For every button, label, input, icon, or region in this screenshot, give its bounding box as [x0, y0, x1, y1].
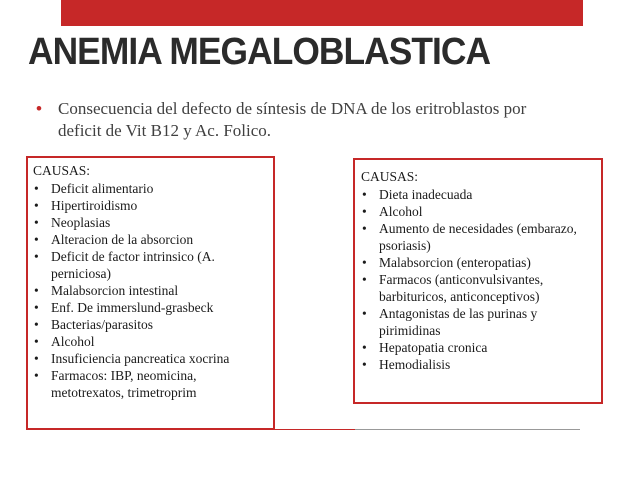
causes-list-right [361, 186, 597, 373]
list-item: • Hepatopatia cronica [362, 340, 488, 355]
list-item: • Hipertiroidismo [34, 198, 138, 213]
divider-line-mid [273, 429, 355, 430]
list-item: • Aumento de necesidades (embarazo, psoriasis) [362, 221, 577, 253]
bullet-icon: • [36, 99, 42, 118]
list-item: • Malabsorcion (enteropatias) [362, 255, 531, 270]
slide-title: ANEMIA MEGALOBLASTICA [28, 31, 491, 73]
list-item: • Alcohol [362, 204, 423, 219]
list-item: • Malabsorcion intestinal [34, 283, 179, 298]
list-item: • Bacterias/parasitos [34, 317, 153, 332]
causes-heading-right: CAUSAS: [361, 169, 419, 184]
list-item: • Hemodialisis [362, 357, 451, 372]
causes-list-left [33, 180, 269, 401]
top-accent-bar [61, 0, 583, 26]
list-item: • Dieta inadecuada [362, 187, 473, 202]
list-item: • Neoplasias [34, 215, 111, 230]
list-item: • Deficit de factor intrinsico (A. perniciosa) [34, 249, 215, 281]
list-item: • Antagonistas de las purinas y pirimidinas [362, 306, 538, 338]
causes-box-right [353, 158, 603, 404]
divider-line-right [355, 429, 580, 430]
list-item: • Alcohol [34, 334, 95, 349]
list-item: • Enf. De immerslund-grasbeck [34, 300, 214, 315]
list-item: • Alteracion de la absorcion [34, 232, 194, 247]
intro-text: Consecuencia del defecto de síntesis de DNA de los eritroblastos por deficit de Vit B12 y Ac. Folico. [58, 99, 527, 140]
list-item: • Insuficiencia pancreatica xocrina [34, 351, 230, 366]
intro-paragraph [36, 98, 556, 142]
list-item: • Farmacos: IBP, neomicina, metotrexatos, trimetroprim [34, 368, 197, 400]
list-item: • Farmacos (anticonvulsivantes, barbituricos, anticonceptivos) [362, 272, 544, 304]
causes-box-left [26, 156, 275, 430]
causes-heading-left: CAUSAS: [33, 163, 91, 178]
list-item: • Deficit alimentario [34, 181, 154, 196]
